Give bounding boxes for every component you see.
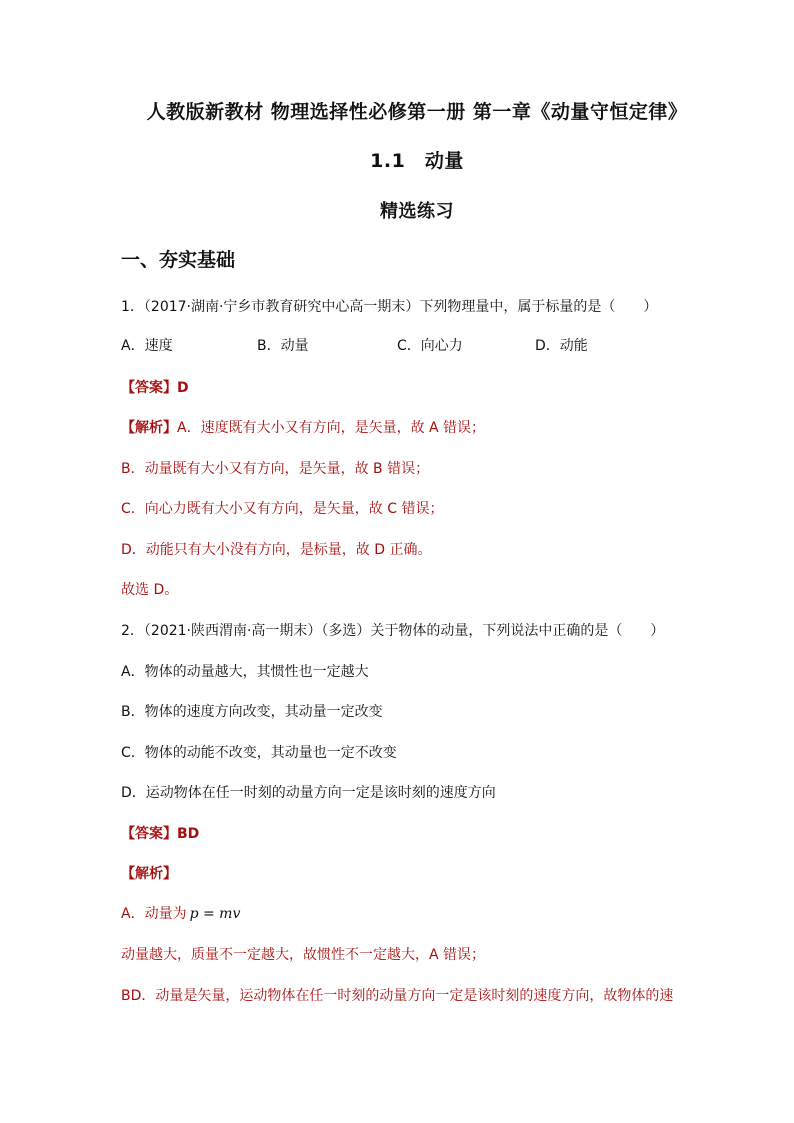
question-1-option-b: B．动量 — [257, 338, 309, 354]
momentum-formula: p = mv — [189, 906, 241, 922]
question-2-option-a: A．物体的动量越大，其惯性也一定越大 — [121, 664, 369, 680]
analysis-text: A．速度既有大小又有方向，是矢量，故 A 错误； — [177, 420, 486, 436]
section-subtitle: 精选练习 — [380, 201, 454, 222]
question-2-analysis-label: 【解析】 — [121, 866, 177, 882]
analysis-text: A．动量为 — [121, 906, 187, 922]
document-title: 人教版新教材 物理选择性必修第一册 第一章《动量守恒定律》 — [146, 101, 688, 123]
question-2-analysis-a2: 动量越大，质量不一定越大，故惯性不一定越大，A 错误； — [121, 947, 486, 963]
question-1-option-d: D．动能 — [535, 338, 588, 354]
analysis-label: 【解析】 — [121, 420, 177, 436]
question-1-analysis-a — [121, 417, 485, 437]
question-2-option-b: B．物体的速度方向改变，其动量一定改变 — [121, 704, 383, 720]
question-1-analysis-c: C．向心力既有大小又有方向，是矢量，故 C 错误； — [121, 501, 444, 517]
question-1-option-a: A．速度 — [121, 338, 173, 354]
question-2-option-c: C．物体的动能不改变，其动量也一定不改变 — [121, 745, 397, 761]
question-1-analysis-d: D．动能只有大小没有方向，是标量，故 D 正确。 — [121, 542, 432, 558]
question-1-stem: 1．（2017·湖南·宁乡市教育研究中心高一期末）下列物理量中，属于标量的是（ ） — [121, 299, 658, 315]
section-title: 1.1 动量 — [370, 150, 464, 172]
question-1-conclusion: 故选 D。 — [121, 582, 179, 598]
question-1-answer: 【答案】D — [121, 380, 189, 396]
question-1-analysis-b: B．动量既有大小又有方向，是矢量，故 B 错误； — [121, 461, 430, 477]
part-heading: 一、夯实基础 — [121, 249, 236, 271]
question-2-analysis-a — [121, 903, 240, 923]
question-2-analysis-bd: BD．动量是矢量，运动物体在任一时刻的动量方向一定是该时刻的速度方向，故物体的速 — [121, 988, 674, 1004]
question-2-stem: 2．（2021·陕西渭南·高一期末）（多选）关于物体的动量，下列说法中正确的是（ ） — [121, 623, 665, 639]
question-2-answer: 【答案】BD — [121, 826, 200, 842]
question-1-option-c: C．向心力 — [397, 338, 463, 354]
question-2-option-d: D．运动物体在任一时刻的动量方向一定是该时刻的速度方向 — [121, 785, 496, 801]
